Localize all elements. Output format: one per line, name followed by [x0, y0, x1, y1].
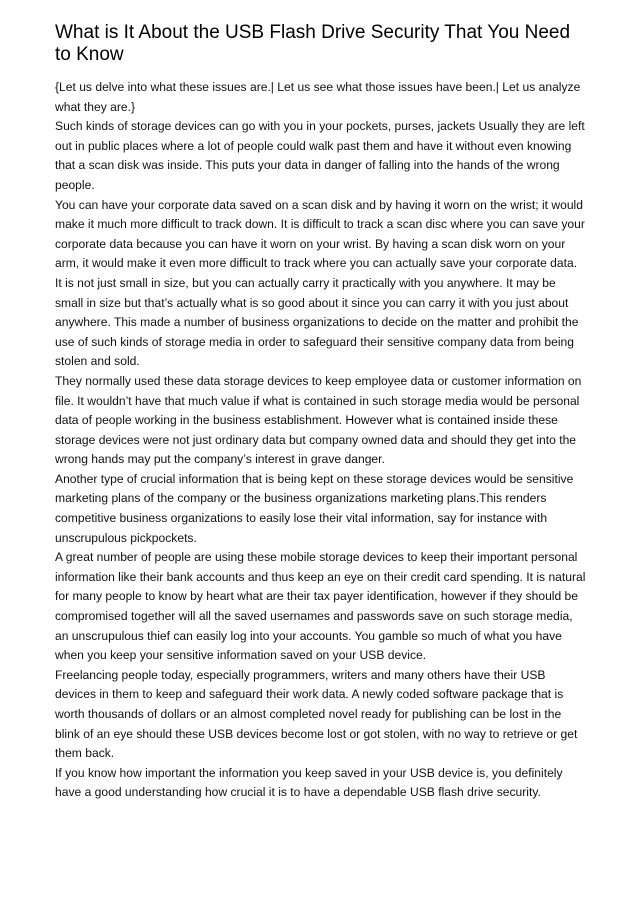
paragraph-marketing-plans: Another type of crucial information that is being kept on these storage devices would be sensitive marketing plans of the company or the business organizations marketing plans.This renders competitive business organizations to easily lose their vital information, say for instance with unscrupulous pickpockets. [55, 471, 574, 545]
paragraph-freelancers: Freelancing people today, especially programmers, writers and many others have their USB devices in them to keep and safeguard their work data. A newly coded software package that is worth thousands of dollars or an almost completed novel ready for publishing can be lost in the blink of an eye should these USB devices become lost or got stolen, with no way to retrieve or get them back. [55, 667, 578, 761]
paragraph-employee-data: They normally used these data storage devices to keep employee data or customer information on file. It wouldn’t have that much value if what is contained in such storage media would be personal data of people working in the business establishment. However what is contained inside these storage devices were not just ordinary data but company owned data and should they get into the wrong hands may put the company’s interest in grave danger. [55, 373, 582, 467]
document-title: What is It About the USB Flash Drive Security That You Need to Know [55, 22, 571, 65]
paragraph-portable-risk: Such kinds of storage devices can go with you in your pockets, purses, jackets Usually they are left out in public places where a lot of people could walk past them and have it without even knowing that a scan disk was inside. This puts your data in danger of falling into the hands of the wrong people. [55, 119, 585, 192]
paragraph-conclusion: If you know how important the information you keep saved in your USB device is, you definitely have a good understanding how crucial it is to have a dependable USB flash drive security. [55, 765, 563, 800]
paragraph-personal-info: A great number of people are using these mobile storage devices to keep their important personal information like their bank accounts and thus keep an eye on their credit card spending. It is natural for many people to know by heart what are their tax payer identification, however if they should be compromised together will all the saved usernames and passwords save on such storage media, an unscrupulous thief can easily log into your accounts. You gamble so much of what you have when you keep your sensitive information saved on your USB device. [55, 550, 586, 663]
paragraph-intro: {Let us delve into what these issues are.| Let us see what those issues have been.| Let us analyze what they are.} [55, 80, 581, 114]
paragraph-wrist-disk: You can have your corporate data saved on a scan disk and by having it worn on the wrist; it would make it much more difficult to track down. It is difficult to track a scan disc where you can save your corporate data because you can have it worn on your wrist. By having a scan disk worn on your arm, it would make it even more difficult to track where you can actually save your corporate data. It is not just small in size, but you can actually carry it practically with you anywhere. It may be small in size but that’s actually what is so good about it since you can carry it with you just about anywhere. This made a number of business organizations to decide on the matter and prohibit the use of such kinds of storage media in order to safeguard their sensitive company data from being stolen and sold. [55, 197, 585, 369]
